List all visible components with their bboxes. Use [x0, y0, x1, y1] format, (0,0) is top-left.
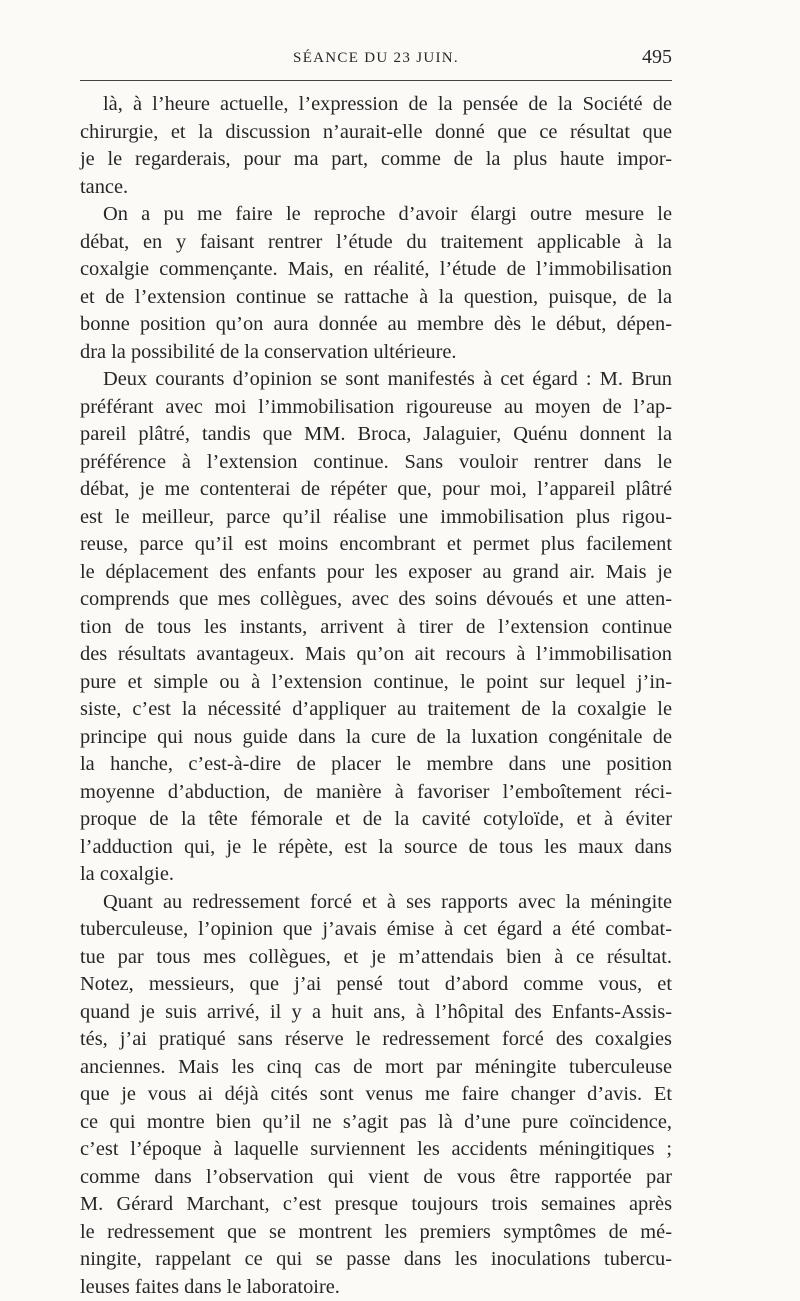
header-rule [80, 80, 672, 81]
text-line: tuberculeuse, l’opinion que j’avais émise à cet égard a été combat- [80, 916, 672, 944]
text-line: je le regarderais, pour ma part, comme de la plus haute impor- [80, 146, 672, 174]
running-title: SÉANCE DU 23 JUIN. [80, 50, 672, 67]
text-line: tés, j’ai pratiqué sans réserve le redressement forcé des coxalgies [80, 1026, 672, 1054]
text-line: chirurgie, et la discussion n’aurait-elle donné que ce résultat que [80, 119, 672, 147]
body-text [80, 91, 672, 1301]
page-number: 495 [642, 46, 672, 69]
text-line: la coxalgie. [80, 861, 672, 889]
text-line: Deux courants d’opinion se sont manifestés à cet égard : M. Brun [80, 366, 672, 394]
text-line: quand je suis arrivé, il y a huit ans, à l’hôpital des Enfants-Assis- [80, 999, 672, 1027]
text-line: comme dans l’observation qui vient de vous être rapportée par [80, 1164, 672, 1192]
text-line: préférant avec moi l’immobilisation rigoureuse au moyen de l’ap- [80, 394, 672, 422]
text-line: la hanche, c’est-à-dire de placer le membre dans une position [80, 751, 672, 779]
text-line: le déplacement des enfants pour les exposer au grand air. Mais je [80, 559, 672, 587]
text-line: leuses faites dans le laboratoire. [80, 1274, 672, 1301]
text-line: Quant au redressement forcé et à ses rapports avec la méningite [80, 889, 672, 917]
text-line: que je vous ai déjà cités sont venus me faire changer d’avis. Et [80, 1081, 672, 1109]
paragraph [80, 91, 672, 201]
text-line: tance. [80, 174, 672, 202]
text-line: le redressement que se montrent les premiers symptômes de mé- [80, 1219, 672, 1247]
text-line: débat, en y faisant rentrer l’étude du traitement applicable à la [80, 229, 672, 257]
paragraph [80, 201, 672, 366]
text-line: dra la possibilité de la conservation ultérieure. [80, 339, 672, 367]
text-line: ce qui montre bien qu’il ne s’agit pas là d’une pure coïncidence, [80, 1109, 672, 1137]
page-header [80, 42, 672, 72]
text-line: est le meilleur, parce qu’il réalise une immobilisation plus rigou- [80, 504, 672, 532]
text-line: tion de tous les instants, arrivent à tirer de l’extension continue [80, 614, 672, 642]
text-line: l’adduction qui, je le répète, est la source de tous les maux dans [80, 834, 672, 862]
text-line: c’est l’époque à laquelle surviennent les accidents méningitiques ; [80, 1136, 672, 1164]
text-line: On a pu me faire le reproche d’avoir élargi outre mesure le [80, 201, 672, 229]
text-line: comprends que mes collègues, avec des soins dévoués et une atten- [80, 586, 672, 614]
text-line: coxalgie commençante. Mais, en réalité, l’étude de l’immobilisation [80, 256, 672, 284]
text-line: tue par tous mes collègues, et je m’attendais bien à ce résultat. [80, 944, 672, 972]
text-line: moyenne d’abduction, de manière à favoriser l’emboîtement réci- [80, 779, 672, 807]
text-line: pure et simple ou à l’extension continue, le point sur lequel j’in- [80, 669, 672, 697]
text-line: là, à l’heure actuelle, l’expression de la pensée de la Société de [80, 91, 672, 119]
text-line: des résultats avantageux. Mais qu’on ait recours à l’immobilisation [80, 641, 672, 669]
text-line: Notez, messieurs, que j’ai pensé tout d’abord comme vous, et [80, 971, 672, 999]
text-line: proque de la tête fémorale et de la cavité cotyloïde, et à éviter [80, 806, 672, 834]
text-line: et de l’extension continue se rattache à la question, puisque, de la [80, 284, 672, 312]
text-line: préférence à l’extension continue. Sans vouloir rentrer dans le [80, 449, 672, 477]
text-line: siste, c’est la nécessité d’appliquer au traitement de la coxalgie le [80, 696, 672, 724]
text-line: débat, je me contenterai de répéter que, pour moi, l’appareil plâtré [80, 476, 672, 504]
text-line: anciennes. Mais les cinq cas de mort par méningite tuberculeuse [80, 1054, 672, 1082]
paragraph [80, 889, 672, 1301]
text-line: principe qui nous guide dans la cure de la luxation congénitale de [80, 724, 672, 752]
text-line: ningite, rappelant ce qui se passe dans les inoculations tubercu- [80, 1246, 672, 1274]
text-line: bonne position qu’on aura donnée au membre dès le début, dépen- [80, 311, 672, 339]
paragraph [80, 366, 672, 889]
text-line: M. Gérard Marchant, c’est presque toujours trois semaines après [80, 1191, 672, 1219]
text-line: pareil plâtré, tandis que MM. Broca, Jalaguier, Quénu donnent la [80, 421, 672, 449]
text-line: reuse, parce qu’il est moins encombrant et permet plus facilement [80, 531, 672, 559]
